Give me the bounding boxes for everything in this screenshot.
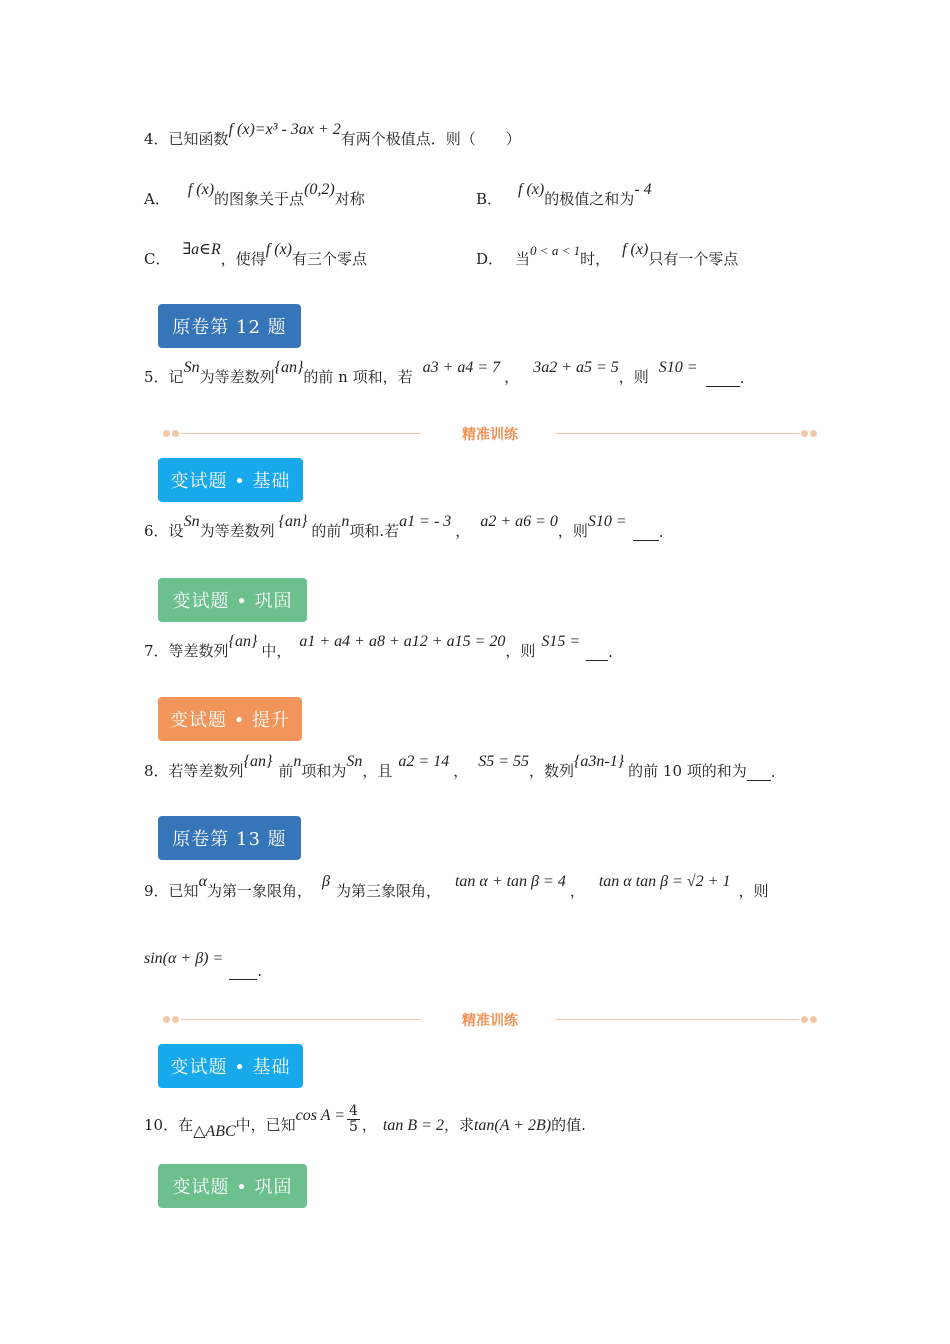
q4-number: 4． bbox=[144, 130, 169, 148]
badge-original-12: 原卷第 12 题 bbox=[158, 304, 301, 348]
q4-option-a: A． f (x) 的图象关于点 (0,2) 对称 bbox=[144, 181, 365, 208]
question-9-answer-line: sin(α + β) = . bbox=[144, 950, 263, 980]
question-9: 9． 已知 α 为第一象限角， β 为第三象限角， tan α + tan β = 4 ， tan α tan β = √2 + 1 ，则 bbox=[144, 873, 769, 900]
question-7: 7． 等差数列 {an} 中， a1 + a4 + a8 + a12 + a15 = 20 ，则 S15 = . bbox=[144, 633, 613, 661]
question-10: 10． 在 △ABC 中，已知 cos A = $\frac{4}{5}$ ， tan B = 2 ，求 tan(A + 2B) 的值. bbox=[144, 1103, 586, 1140]
answer-blank[interactable] bbox=[706, 372, 740, 387]
answer-blank[interactable] bbox=[747, 766, 771, 781]
badge-original-13: 原卷第 13 题 bbox=[158, 816, 301, 860]
question-4-stem: 4． 已知函数 f (x)=x³ - 3ax + 2 有两个极值点．则（ ） bbox=[144, 121, 521, 148]
answer-blank[interactable] bbox=[633, 526, 659, 541]
divider-precision-training-2: 精准训练 bbox=[163, 1010, 817, 1030]
q4-function: f (x)=x³ - 3ax + 2 bbox=[228, 121, 341, 138]
question-8: 8． 若等差数列 {an} 前 n 项和为 Sn ，且 a2 = 14 ， S5 = 55 ，数列 {a3n-1} 的前 10 项的和为 . bbox=[144, 753, 776, 781]
divider-precision-training-1: 精准训练 bbox=[163, 424, 817, 444]
q4-option-b: B． f (x) 的极值之和为 - 4 bbox=[476, 181, 652, 208]
badge-variant-basic-2: 变试题 • 基础 bbox=[158, 1044, 303, 1088]
badge-variant-consolidate-2: 变试题 • 巩固 bbox=[158, 1164, 307, 1208]
answer-blank[interactable] bbox=[586, 646, 608, 661]
q4-option-d: D． 当 0 < a < 1 时， f (x) 只有一个零点 bbox=[476, 241, 739, 268]
badge-variant-advanced: 变试题 • 提升 bbox=[158, 697, 302, 741]
badge-variant-consolidate: 变试题 • 巩固 bbox=[158, 578, 307, 622]
question-6: 6． 设 Sn 为等差数列 {an} 的前 n 项和.若 a1 = - 3 ， a2 + a6 = 0 ，则 S10 = . bbox=[144, 513, 664, 541]
question-5: 5． 记 Sn 为等差数列 {an} 的前 n 项和，若 a3 + a4 = 7 ， 3a2 + a5 = 5 ，则 S10 = . bbox=[144, 359, 745, 387]
answer-blank[interactable] bbox=[229, 965, 257, 980]
fraction-4-5: $\frac{4}{5}$ bbox=[348, 1103, 358, 1135]
badge-variant-basic: 变试题 • 基础 bbox=[158, 458, 303, 502]
q4-option-c: C． ∃a∈R ，使得 f (x) 有三个零点 bbox=[144, 241, 368, 268]
